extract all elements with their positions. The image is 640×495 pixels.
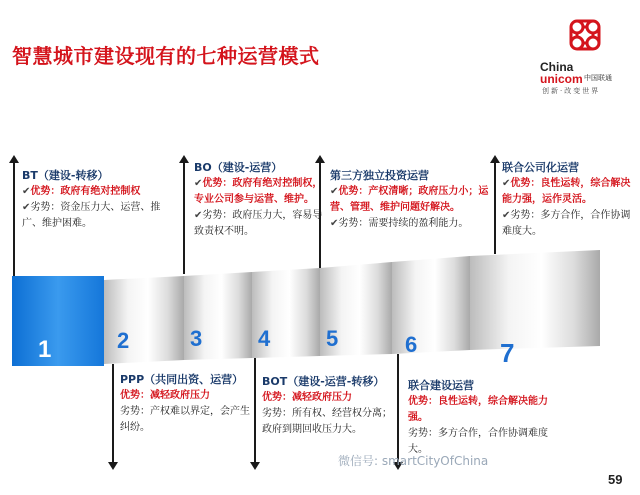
model-6-advantage: 优势：良性运转，综合解决能力强。 — [408, 396, 548, 423]
arrow-line-2 — [112, 364, 114, 462]
model-2-advantage: 优势：减轻政府压力 — [120, 390, 210, 401]
model-1-advantage: 优势：政府有绝对控制权 — [30, 186, 141, 197]
model-7-text — [502, 160, 634, 240]
step-number-5: 5 — [326, 326, 339, 351]
step-number-4: 4 — [258, 326, 271, 351]
model-6-text — [408, 378, 558, 458]
model-1-text — [22, 168, 172, 232]
arrow-line-1 — [13, 162, 15, 276]
arrow-down-icon — [108, 462, 118, 470]
page-title: 智慧城市建设现有的七种运营模式 — [12, 44, 320, 68]
check-icon: ✔ — [22, 186, 31, 197]
model-2-text — [120, 372, 250, 436]
model-6-heading: 联合建设运营 — [408, 379, 474, 392]
model-1-disadvantage: 劣势：资金压力大、运营、推广、维护困难。 — [22, 202, 161, 229]
arrow-down-icon — [250, 462, 260, 470]
model-5-disadvantage: 劣势：需要持续的盈利能力。 — [338, 218, 469, 229]
check-icon: ✔ — [330, 218, 339, 229]
model-7-disadvantage: 劣势：多方合作，合作协调难度大。 — [502, 210, 631, 237]
model-4-text — [262, 374, 398, 438]
model-5-heading: 第三方独立投资运营 — [330, 169, 429, 182]
page-number: 59 — [608, 472, 623, 487]
logo-english-line2: unicom — [540, 72, 583, 86]
model-6-disadvantage: 劣势：多方合作，合作协调难度大。 — [408, 428, 548, 455]
model-2-disadvantage: 劣势：产权难以界定，会产生纠纷。 — [120, 406, 250, 433]
check-icon: ✔ — [502, 178, 511, 189]
check-icon: ✔ — [22, 202, 31, 213]
wechat-watermark: 微信号: smartCityOfChina — [338, 454, 489, 468]
step-box-6 — [392, 256, 470, 354]
model-7-heading: 联合公司化运营 — [502, 161, 579, 174]
step-box-1 — [12, 276, 104, 366]
step-number-1: 1 — [38, 336, 52, 363]
model-3-heading: BO（建设-运营） — [194, 161, 283, 174]
model-7-advantage: 优势：良性运转，综合解决能力强，运作灵活。 — [502, 178, 631, 205]
model-4-disadvantage: 劣势：所有权、经营权分离；政府到期回收压力大。 — [262, 408, 392, 435]
check-icon: ✔ — [330, 186, 339, 197]
logo-english-line1: China — [540, 60, 574, 74]
arrow-line-7 — [494, 162, 496, 254]
model-4-advantage: 优势：减轻政府压力 — [262, 392, 352, 403]
model-2-heading: PPP（共同出资、运营） — [120, 373, 244, 386]
step-number-3: 3 — [190, 326, 203, 351]
model-3-advantage: 优势：政府有绝对控制权，专业公司参与运营、维护。 — [194, 178, 323, 205]
check-icon: ✔ — [194, 210, 203, 221]
check-icon: ✔ — [502, 210, 511, 221]
logo-chinese: 中国联通 — [584, 74, 612, 82]
step-box-7 — [470, 250, 600, 350]
check-icon: ✔ — [194, 178, 203, 189]
arrow-line-4 — [254, 358, 256, 462]
model-5-text — [330, 168, 490, 232]
model-3-disadvantage: 劣势：政府压力大，容易导致责权不明。 — [194, 210, 323, 237]
model-5-advantage: 优势：产权清晰；政府压力小；运营、管理、维护问题好解决。 — [330, 186, 489, 213]
logo-slogan: 创新·改变世界 — [542, 87, 601, 95]
step-number-6: 6 — [405, 332, 418, 357]
model-3-text — [194, 160, 324, 240]
model-4-heading: BOT（建设-运营-转移） — [262, 375, 385, 388]
step-box-2 — [104, 276, 184, 364]
step-number-7: 7 — [500, 338, 515, 368]
step-number-2: 2 — [117, 328, 130, 353]
arrow-line-3 — [183, 162, 185, 274]
model-1-heading: BT（建设-转移） — [22, 169, 109, 182]
